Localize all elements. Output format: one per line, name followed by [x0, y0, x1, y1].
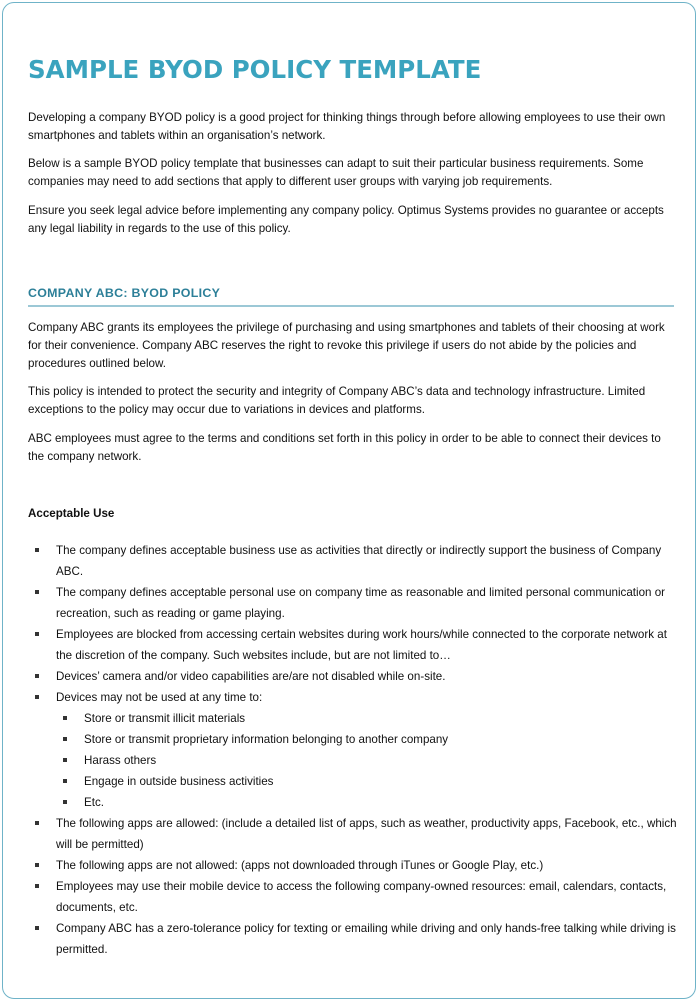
list-item [28, 624, 678, 666]
list-item-text: Employees may use their mobile device to access the following company-owned resources: email, calendars, contacts, documents, etc. [56, 880, 667, 914]
sub-list-item [28, 708, 678, 729]
section-paragraph: Company ABC grants its employees the privilege of purchasing and using smartphones and tablets of their choosing at work for their convenience. Company ABC reserves the right to revoke this privilege if users do not abide by the policies and procedures outlined below. [28, 321, 665, 370]
list-item-text: Store or transmit illicit materials [84, 712, 246, 725]
sub-list-item [28, 750, 678, 771]
square-bullet-icon [63, 737, 67, 741]
list-item-text: Devices’ camera and/or video capabilities are/are not disabled while on-site. [56, 670, 446, 683]
list-item [28, 666, 678, 687]
document-title: SAMPLE BYOD POLICY TEMPLATE [28, 55, 482, 84]
list-item-text: The following apps are not allowed: (apps not downloaded through iTunes or Google Play, etc.) [56, 859, 544, 872]
list-item-text: Harass others [84, 754, 157, 767]
section-heading: COMPANY ABC: BYOD POLICY [28, 286, 221, 300]
square-bullet-icon [35, 548, 39, 552]
list-item [28, 687, 678, 708]
list-item-text: Company ABC has a zero-tolerance policy for texting or emailing while driving and only hands-free talking while driving is permitted. [56, 922, 676, 956]
list-item-text: Devices may not be used at any time to: [56, 691, 263, 704]
list-item [28, 813, 678, 855]
section-paragraph: This policy is intended to protect the security and integrity of Company ABC’s data and technology infrastructure. Limited exceptions to the policy may occur due to variations in devices and platforms. [28, 385, 646, 416]
list-item [28, 582, 678, 624]
list-item [28, 918, 678, 960]
list-item [28, 876, 678, 918]
list-item-text: The following apps are allowed: (include a detailed list of apps, such as weather, productivity apps, Facebook, etc., which will be permitted) [56, 817, 677, 851]
square-bullet-icon [35, 926, 39, 930]
acceptable-use-list [28, 540, 678, 960]
square-bullet-icon [63, 758, 67, 762]
section-divider [28, 305, 674, 307]
list-item [28, 855, 678, 876]
list-item-text: The company defines acceptable business use as activities that directly or indirectly support the business of Company ABC. [56, 544, 662, 578]
square-bullet-icon [35, 632, 39, 636]
sub-list-item [28, 771, 678, 792]
intro-paragraph: Ensure you seek legal advice before implementing any company policy. Optimus Systems provides no guarantee or accepts any legal liability in regards to the use of this policy. [28, 204, 664, 235]
square-bullet-icon [35, 590, 39, 594]
list-item [28, 540, 678, 582]
square-bullet-icon [35, 695, 39, 699]
subheading-acceptable-use: Acceptable Use [28, 507, 115, 520]
list-item-text: Employees are blocked from accessing certain websites during work hours/while connected to the corporate network at the discretion of the company. Such websites include, but are not limited to… [56, 628, 667, 662]
square-bullet-icon [63, 779, 67, 783]
intro-paragraph: Below is a sample BYOD policy template that businesses can adapt to suit their particular business requirements. Some companies may need to add sections that apply to different user groups with varying job requirements. [28, 157, 644, 188]
intro-paragraph: Developing a company BYOD policy is a good project for thinking things through before allowing employees to use their own smartphones and tablets within an organisation’s network. [28, 111, 666, 142]
square-bullet-icon [35, 674, 39, 678]
square-bullet-icon [35, 863, 39, 867]
list-item-text: Store or transmit proprietary information belonging to another company [84, 733, 449, 746]
list-item-text: Etc. [84, 796, 104, 809]
square-bullet-icon [35, 821, 39, 825]
section-paragraph: ABC employees must agree to the terms and conditions set forth in this policy in order to be able to connect their devices to the company network. [28, 432, 661, 463]
square-bullet-icon [35, 884, 39, 888]
square-bullet-icon [63, 716, 67, 720]
list-item-text: The company defines acceptable personal use on company time as reasonable and limited personal communication or recreation, such as reading or game playing. [56, 586, 666, 620]
square-bullet-icon [63, 800, 67, 804]
sub-list-item [28, 729, 678, 750]
sub-list-item [28, 792, 678, 813]
list-item-text: Engage in outside business activities [84, 775, 274, 788]
